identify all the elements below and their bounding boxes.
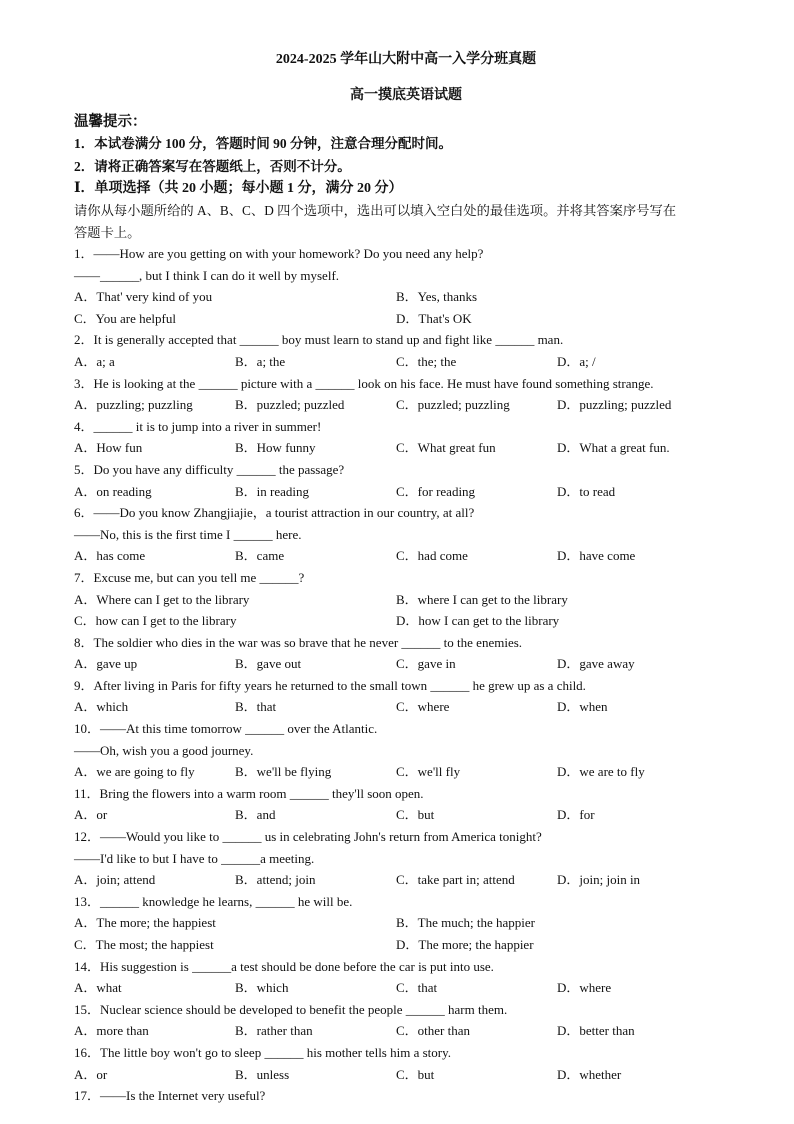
options-row [74, 437, 726, 459]
option-b[interactable]: B．unless [235, 1066, 290, 1082]
option-b[interactable]: B．Yes, thanks [396, 289, 478, 305]
option-b[interactable]: B．and [235, 807, 276, 823]
option-b[interactable]: B．came [235, 548, 285, 564]
option-b[interactable]: B．attend; join [235, 872, 316, 888]
question-item [74, 459, 726, 502]
option-a[interactable]: A．we are going to fly [74, 764, 195, 780]
options-row [74, 1020, 726, 1042]
options-row [74, 934, 726, 956]
option-d[interactable]: D．join; join in [557, 872, 641, 888]
question-item [74, 956, 726, 999]
options-row [74, 394, 726, 416]
question-stem: 4．______ it is to jump into a river in summer! [74, 418, 322, 434]
option-c[interactable]: C．how can I get to the library [74, 613, 237, 629]
options-row [74, 286, 726, 308]
option-c[interactable]: C．that [396, 980, 438, 996]
option-c[interactable]: C．other than [396, 1023, 471, 1039]
option-a[interactable]: A．That' very kind of you [74, 289, 213, 305]
option-d[interactable]: D．better than [557, 1023, 635, 1039]
option-d[interactable]: D．when [557, 699, 608, 715]
option-a[interactable]: A．The more; the happiest [74, 915, 216, 931]
options-row [74, 308, 726, 330]
question-item [74, 567, 726, 632]
option-c[interactable]: C．but [396, 1066, 435, 1082]
question-item [74, 416, 726, 459]
question-item [74, 373, 726, 416]
question-stem: 10．——At this time tomorrow ______ over the Atlantic. [74, 721, 378, 737]
options-row [74, 481, 726, 503]
option-d[interactable]: D．That's OK [396, 310, 472, 326]
option-a[interactable]: A．what [74, 980, 122, 996]
question-list [74, 243, 726, 1107]
question-item [74, 243, 726, 329]
option-d[interactable]: D．puzzling; puzzled [557, 397, 672, 413]
option-a[interactable]: A．has come [74, 548, 146, 564]
question-dialogue-line: ——No, this is the first time I ______ here. [74, 526, 302, 542]
option-d[interactable]: D．What a great fun. [557, 440, 670, 456]
option-d[interactable]: D．to read [557, 483, 616, 499]
question-stem: 1．——How are you getting on with your homework? Do you need any help? [74, 246, 484, 261]
section-heading: Ⅰ．单项选择（共 20 小题；每小题 1 分，满分 20 分） [74, 181, 403, 196]
question-stem: 11．Bring the flowers into a warm room ______ they'll soon open. [74, 785, 424, 801]
option-d[interactable]: D．gave away [557, 656, 635, 672]
question-item [74, 329, 726, 372]
question-item [74, 826, 726, 891]
option-d[interactable]: D．we are to fly [557, 764, 645, 780]
option-a[interactable]: A．gave up [74, 656, 138, 672]
option-a[interactable]: A．more than [74, 1023, 149, 1039]
option-c[interactable]: C．but [396, 807, 435, 823]
option-b[interactable]: B．puzzled; puzzled [235, 397, 345, 413]
option-a[interactable]: A．How fun [74, 440, 143, 456]
option-a[interactable]: A．puzzling; puzzling [74, 397, 193, 413]
option-a[interactable]: A．join; attend [74, 872, 156, 888]
option-d[interactable]: D．have come [557, 548, 636, 564]
option-b[interactable]: B．that [235, 699, 277, 715]
option-b[interactable]: B．The much; the happier [396, 915, 535, 931]
question-item [74, 718, 726, 783]
question-stem: 12．——Would you like to ______ us in celebrating John's return from America tonight? [74, 829, 542, 845]
option-d[interactable]: D．whether [557, 1066, 622, 1082]
options-row [74, 804, 726, 826]
question-stem: 13．______ knowledge he learns, ______ he will be. [74, 893, 353, 909]
option-c[interactable]: C．take part in; attend [396, 872, 515, 888]
question-item [74, 1042, 726, 1085]
options-row [74, 589, 726, 611]
options-row [74, 977, 726, 999]
options-row [74, 610, 726, 632]
option-b[interactable]: B．where I can get to the library [396, 591, 568, 607]
question-dialogue-line: ——______, but I think I can do it well by myself. [74, 267, 340, 283]
section-instruction: 答题卡上。 [74, 224, 141, 240]
options-row [74, 869, 726, 891]
option-b[interactable]: B．we'll be flying [235, 764, 332, 780]
option-c[interactable]: C．What great fun [396, 440, 496, 456]
option-d[interactable]: D．for [557, 807, 595, 823]
option-d[interactable]: D．a; / [557, 353, 596, 369]
option-c[interactable]: C．puzzled; puzzling [396, 397, 510, 413]
option-c[interactable]: C．gave in [396, 656, 456, 672]
question-stem: 15．Nuclear science should be developed to benefit the people ______ harm them. [74, 1001, 508, 1017]
option-c[interactable]: C．for reading [396, 483, 476, 499]
tip-item: 2．请将正确答案写在答题纸上，否则不计分。 [74, 159, 351, 174]
question-stem: 14．His suggestion is ______a test should be done before the car is put into use. [74, 958, 494, 974]
question-stem: 6．——Do you know Zhangjiajie，a tourist attraction in our country, at all? [74, 505, 475, 521]
question-item [74, 999, 726, 1042]
option-b[interactable]: B．rather than [235, 1023, 313, 1039]
option-a[interactable]: A．a; a [74, 353, 115, 369]
option-d[interactable]: D．The more; the happier [396, 937, 534, 952]
question-item [74, 891, 726, 956]
options-row [74, 761, 726, 783]
question-stem: 2．It is generally accepted that ______ boy must learn to stand up and fight like ______ man. [74, 332, 564, 348]
option-a[interactable]: A．or [74, 807, 108, 823]
option-c[interactable]: C．the; the [396, 353, 457, 369]
question-stem: 7．Excuse me, but can you tell me ______? [74, 569, 305, 585]
option-a[interactable]: A．on reading [74, 483, 152, 499]
question-stem: 16．The little boy won't go to sleep ______ his mother tells him a story. [74, 1044, 452, 1060]
question-stem: 17．——Is the Internet very useful? [74, 1088, 266, 1104]
option-b[interactable]: B．which [235, 980, 289, 996]
question-item [74, 1085, 726, 1107]
tips-heading: 温馨提示： [74, 114, 147, 130]
option-b[interactable]: B．gave out [235, 656, 302, 672]
option-c[interactable]: C．You are helpful [74, 310, 176, 326]
question-item [74, 502, 726, 567]
question-stem: 5．Do you have any difficulty ______ the passage? [74, 461, 345, 477]
option-d[interactable]: D．where [557, 980, 612, 996]
option-c[interactable]: C．had come [396, 548, 468, 564]
question-item [74, 783, 726, 826]
exam-subtitle: 高一摸底英语试题 [350, 88, 462, 103]
option-c[interactable]: C．we'll fly [396, 764, 461, 780]
question-dialogue-line: ——I'd like to but I have to ______a meeting. [74, 850, 315, 866]
options-row [74, 545, 726, 567]
question-item [74, 675, 726, 718]
option-c[interactable]: C．where [396, 699, 450, 715]
question-item [74, 632, 726, 675]
tip-item: 1．本试卷满分 100 分，答题时间 90 分钟，注意合理分配时间。 [74, 136, 452, 151]
exam-title: 2024-2025 学年山大附中高一入学分班真题 [275, 52, 537, 67]
option-c[interactable]: C．The most; the happiest [74, 937, 214, 952]
option-a[interactable]: A．or [74, 1066, 108, 1082]
option-b[interactable]: B．How funny [235, 440, 316, 456]
options-row [74, 653, 726, 675]
option-a[interactable]: A．which [74, 699, 129, 715]
options-row [74, 912, 726, 934]
option-d[interactable]: D．how I can get to the library [396, 613, 560, 629]
question-stem: 9．After living in Paris for fifty years he returned to the small town ______ he grew up as a child. [74, 677, 586, 693]
option-a[interactable]: A．Where can I get to the library [74, 591, 250, 607]
option-b[interactable]: B．in reading [235, 483, 310, 499]
question-stem: 8．The soldier who dies in the war was so brave that he never ______ to the enemies. [74, 634, 523, 650]
question-stem: 3．He is looking at the ______ picture with a ______ look on his face. He must have found something strange. [74, 375, 654, 391]
section-instruction: 请你从每小题所给的 A、B、C、D 四个选项中，选出可以填入空白处的最佳选项。并将其答案序号写在 [74, 203, 677, 218]
options-row [74, 696, 726, 718]
options-row [74, 1064, 726, 1086]
options-row [74, 351, 726, 373]
question-dialogue-line: ——Oh, wish you a good journey. [74, 742, 254, 758]
option-b[interactable]: B．a; the [235, 353, 286, 369]
